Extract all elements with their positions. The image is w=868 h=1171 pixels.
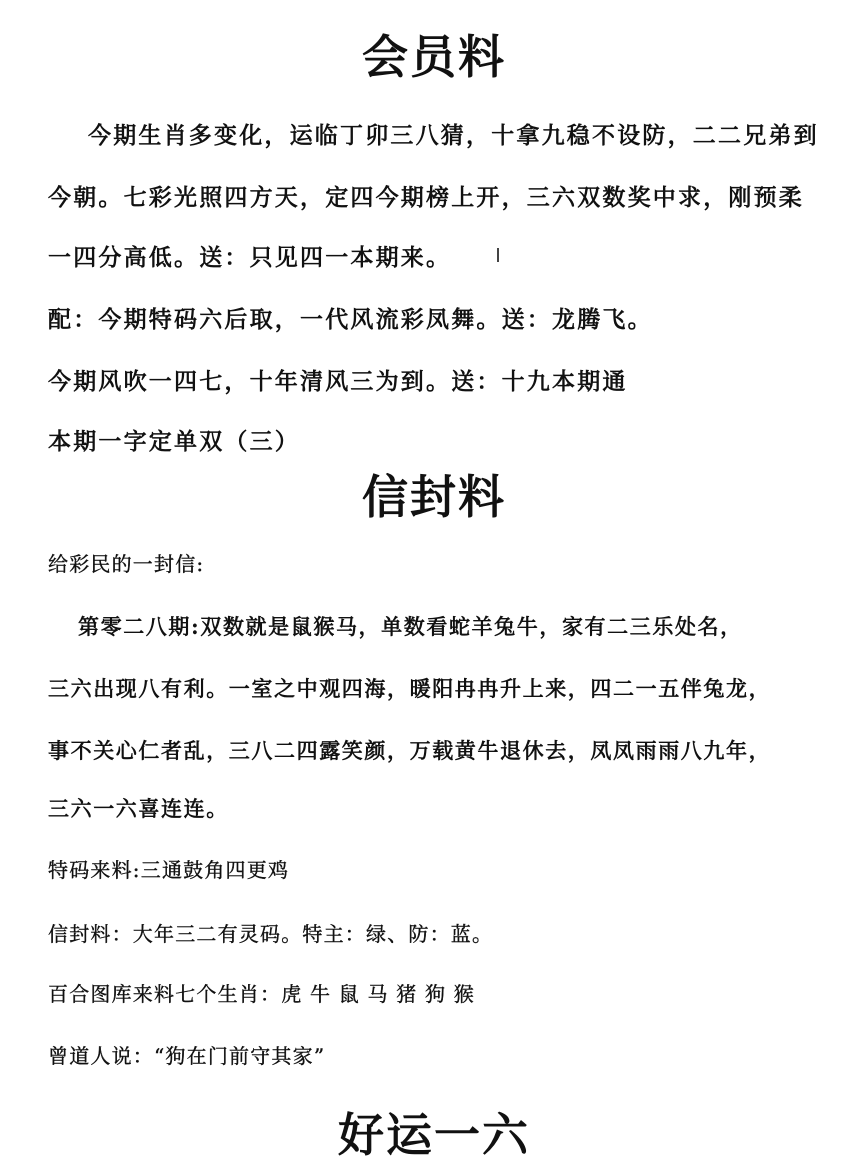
letter-section-title: 信封料 <box>362 470 506 524</box>
letter-line-2: 三六出现八有利。一室之中观四海，暖阳冉冉升上来，四二一五伴兔龙， <box>48 676 772 701</box>
member-line-3: 一四分高低。送：只见四一本期来。 <box>48 244 452 271</box>
member-section-title: 会员料 <box>362 30 506 84</box>
letter-greeting: 给彩民的一封信: <box>48 552 205 576</box>
member-line-5: 今期风吹一四七，十年清风三为到。送：十九本期通 <box>48 368 628 395</box>
letter-line-4: 三六一六喜连连。 <box>48 796 229 821</box>
letter-line-1: 第零二八期:双数就是鼠猴马，单数看蛇羊兔牛，家有二三乐处名， <box>78 614 743 639</box>
stray-mark <box>497 248 499 262</box>
member-line-6: 本期一字定单双（三） <box>48 428 300 455</box>
member-line-1: 今期生肖多变化，运临丁卯三八猜，十拿九稳不设防，二二兄弟到 <box>88 122 819 149</box>
zodiac-line: 百合图库来料七个生肖：虎 牛 鼠 马 猪 狗 猴 <box>48 982 475 1006</box>
envelope-line: 信封料：大年三二有灵码。特主：绿、防：蓝。 <box>48 922 494 946</box>
saying-line: 曾道人说：“狗在门前守其家” <box>48 1044 326 1068</box>
letter-line-3: 事不关心仁者乱，三八二四露笑颜，万载黄牛退休去，凤凤雨雨八九年， <box>48 738 772 763</box>
special-code-line: 特码来料:三通鼓角四更鸡 <box>48 858 290 882</box>
luck-section-title: 好运一六 <box>338 1108 530 1162</box>
member-line-4: 配：今期特码六后取，一代风流彩凤舞。送：龙腾飞。 <box>48 306 653 333</box>
member-line-2: 今朝。七彩光照四方天，定四今期榜上开，三六双数奖中求，刚预柔 <box>48 184 804 211</box>
